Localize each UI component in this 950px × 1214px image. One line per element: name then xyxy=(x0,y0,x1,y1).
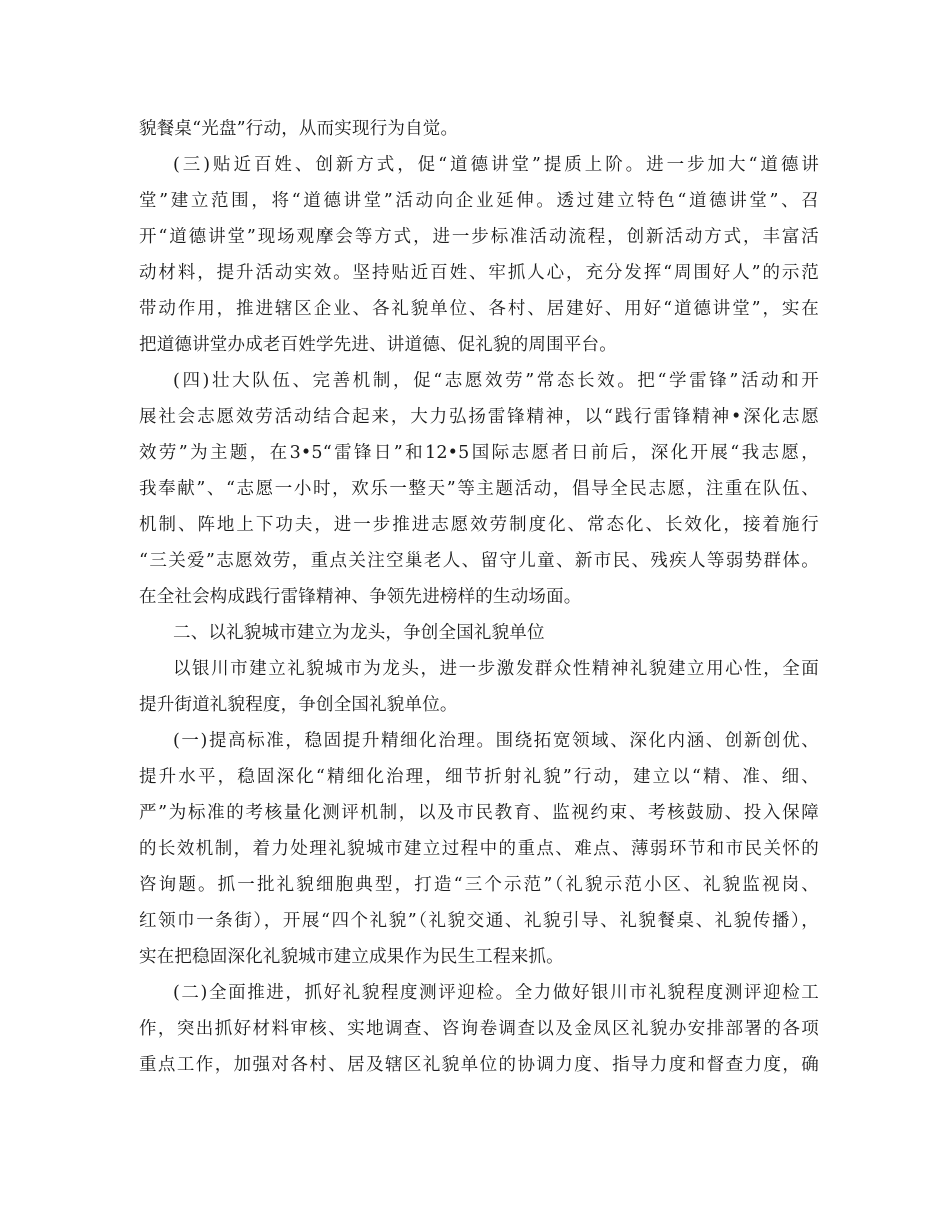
text-line: 的长效机制，着力处理礼貌城市建立过程中的重点、难点、薄弱环节和市民关怀的 xyxy=(139,839,819,859)
text-line: 机制、阵地上下功夫，进一步推进志愿效劳制度化、常态化、长效化，接着施行 xyxy=(139,515,819,535)
text-line: 堂”建立范围，将“道德讲堂”活动向企业延伸。透过建立特色“道德讲堂”、召 xyxy=(139,191,819,211)
text-line: 效劳”为主题，在3•5“雷锋日”和12•5国际志愿者日前后，深化开展“我志愿， xyxy=(139,443,819,463)
text-line: 提升水平，稳固深化“精细化治理，细节折射礼貌”行动，建立以“精、准、细、 xyxy=(139,767,819,787)
text-line: 严”为标准的考核量化测评机制，以及市民教育、监视约束、考核鼓励、投入保障 xyxy=(139,803,819,823)
text-line: 把道德讲堂办成老百姓学先进、讲道德、促礼貌的周围平台。 xyxy=(139,335,617,355)
text-line: 以银川市建立礼貌城市为龙头，进一步激发群众性精神礼貌建立用心性，全面 xyxy=(173,659,819,679)
section-heading: 二、以礼貌城市建立为龙头，争创全国礼貌单位 xyxy=(173,623,545,643)
paragraph-heading-line: (三)贴近百姓、创新方式，促“道德讲堂”提质上阶。进一步加大“道德讲 xyxy=(173,155,819,175)
paragraph-heading-line: (二)全面推进，抓好礼貌程度测评迎检。全力做好银川市礼貌程度测评迎检工 xyxy=(173,983,819,1003)
text-line: 带动作用，推进辖区企业、各礼貌单位、各村、居建好、用好“道德讲堂”，实在 xyxy=(139,299,819,319)
text-line: 动材料，提升活动实效。坚持贴近百姓、牢抓人心，充分发挥“周围好人”的示范 xyxy=(139,263,819,283)
text-line: 作，突出抓好材料审核、实地调查、咨询卷调查以及金凤区礼貌办安排部署的各项 xyxy=(139,1019,819,1039)
paragraph-heading-line: (四)壮大队伍、完善机制，促“志愿效劳”常态长效。把“学雷锋”活动和开 xyxy=(173,371,819,391)
text-line: 红领巾一条街），开展“四个礼貌”（礼貌交通、礼貌引导、礼貌餐桌、礼貌传播）， xyxy=(139,911,819,931)
text-line: 展社会志愿效劳活动结合起来，大力弘扬雷锋精神，以“践行雷锋精神•深化志愿 xyxy=(139,407,819,427)
text-line: 我奉献”、“志愿一小时，欢乐一整天”等主题活动，倡导全民志愿，注重在队伍、 xyxy=(139,479,819,499)
paragraph-heading-line: (一)提高标准，稳固提升精细化治理。围绕拓宽领域、深化内涵、创新创优、 xyxy=(173,731,819,751)
text-line: 提升街道礼貌程度，争创全国礼貌单位。 xyxy=(139,695,458,715)
text-line: 咨询题。抓一批礼貌细胞典型，打造“三个示范”（礼貌示范小区、礼貌监视岗、 xyxy=(139,875,819,895)
text-line: 貌餐桌“光盘”行动，从而实现行为自觉。 xyxy=(139,119,459,139)
text-line: 开“道德讲堂”现场观摩会等方式，进一步标准活动流程，创新活动方式，丰富活 xyxy=(139,227,819,247)
text-line: “三关爱”志愿效劳，重点关注空巢老人、留守儿童、新市民、残疾人等弱势群体。 xyxy=(139,551,819,571)
text-line: 实在把稳固深化礼貌城市建立成果作为民生工程来抓。 xyxy=(139,947,564,967)
text-line: 重点工作，加强对各村、居及辖区礼貌单位的协调力度、指导力度和督查力度，确 xyxy=(139,1055,819,1075)
text-line: 在全社会构成践行雷锋精神、争领先进榜样的生动场面。 xyxy=(139,587,582,607)
